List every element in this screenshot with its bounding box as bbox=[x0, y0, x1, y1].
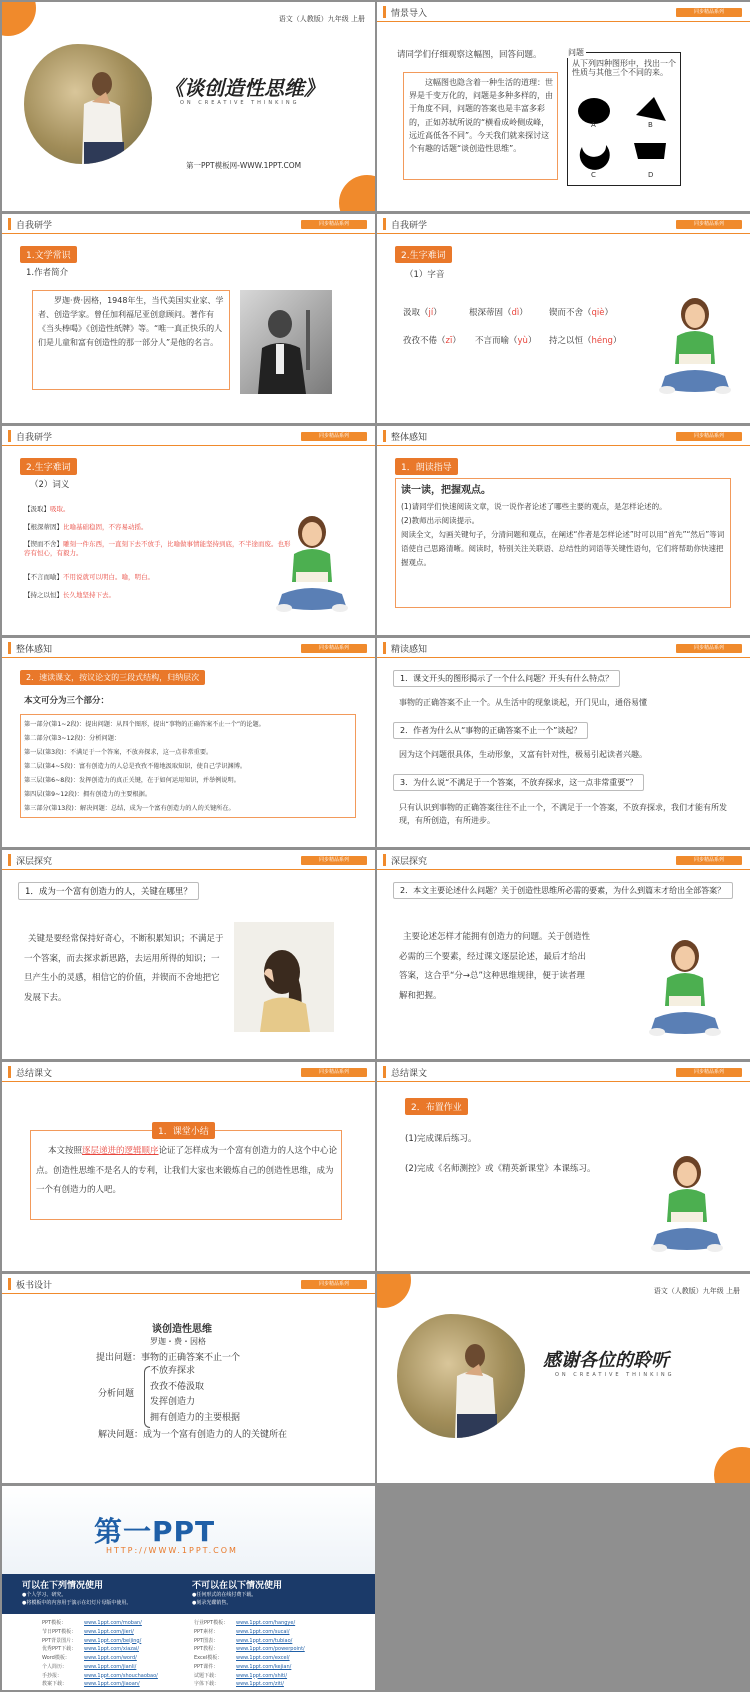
guide-body: (1)请同学们快速阅读文章，说一说作者论述了哪些主要的观点，是怎样论述的。 (2)教师出示阅读提示。 阅读全文，勾画关键句子，分清问题和观点，在阐述“作者是怎样论述”时可以用“首先”“然后”等词语使自己思路清晰。阅读时，特别关注关联语、总结性的词语等关键性语句，它们将帮助你快速把握观点。 bbox=[401, 502, 725, 567]
link-row[interactable]: PPT背景图片： www.1ppt.com/beijing/ bbox=[42, 1637, 142, 1644]
board-outline bbox=[2, 1274, 375, 1483]
brand-url[interactable]: HTTP://WWW.1PPT.COM bbox=[106, 1546, 238, 1555]
board-analyze: 分析问题 bbox=[98, 1389, 135, 1399]
pinyin-row: 根深蒂固（dì） bbox=[469, 308, 528, 318]
slide-header: 总结课文 同步精品系列 bbox=[377, 1062, 750, 1082]
slide-header: 自我研学 同步精品系列 bbox=[2, 426, 375, 446]
structure-line: 第二层(第4~5段)：富有创造力的人总是孜孜不倦地汲取知识，使自己学识渊博。 bbox=[24, 763, 247, 770]
slide-reading-guide[interactable] bbox=[377, 426, 750, 635]
allowed-list: ●个人学习、研究。 ●将模板中的内容用于演示在幻灯片母版中使用。 bbox=[22, 1592, 132, 1606]
author-bio: 罗迦·费·因格，1948年生，当代美国实业家、学者、创造学家。曾任加利福尼亚创意顾问。著作有《当头棒喝》《创造性纸牌》等。“唯一真正快乐的人们是儿童和富有创造性的那一部分人”是他的名言。 bbox=[38, 296, 224, 347]
section-badge: 2．速读课文，按议论文的三段式结构，归纳层次 bbox=[20, 670, 205, 685]
pinyin-row: 不言而喻（yù） bbox=[475, 336, 537, 346]
structure-line: 第四层(第9~12段)：拥有创造力的主要根据。 bbox=[24, 791, 152, 798]
slide-close-reading[interactable] bbox=[377, 638, 750, 847]
question-box: 1．课文开头的图形揭示了一个什么问题？开头有什么特点？ bbox=[393, 670, 620, 687]
question-box: 2．作者为什么从“事物的正确答案不止一个”谈起？ bbox=[393, 722, 588, 739]
link-row[interactable]: PPT模板： www.1ppt.com/moban/ bbox=[42, 1620, 142, 1626]
homework-item: (2)完成《名师测控》或《精英新课堂》本课练习。 bbox=[405, 1164, 596, 1174]
section-badge: 2.生字难词 bbox=[395, 246, 452, 263]
slide-header: 深层探究 同步精品系列 bbox=[377, 850, 750, 870]
thinking-man-photo bbox=[24, 44, 152, 164]
answer-text: 事物的正确答案不止一个。从生活中的现象谈起，开门见山，通俗易懂 bbox=[399, 698, 647, 707]
section-badge: 1.文学常识 bbox=[20, 246, 77, 263]
slide-cover[interactable] bbox=[2, 2, 375, 211]
answer-text: 因为这个问题很具体，生动形象，又富有针对性，极易引起读者兴趣。 bbox=[399, 750, 647, 759]
slide-header: 整体感知 同步精品系列 bbox=[2, 638, 375, 658]
question-box: 3．为什么说“不满足于一个答案，不放弃探求，这一点非常重要”？ bbox=[393, 774, 644, 791]
link-row[interactable]: Word模板： www.1ppt.com/word/ bbox=[42, 1655, 137, 1661]
link-row[interactable]: 个人简历： www.1ppt.com/jianli/ bbox=[42, 1663, 137, 1670]
link-row[interactable]: 字体下载： www.1ppt.com/ziti/ bbox=[194, 1681, 284, 1688]
slide-structure[interactable] bbox=[2, 638, 375, 847]
intro-body: 这幅图也隐含着一种生活的道理：世界是千变万化的，问题是多种多样的，由于角度不同，问题的答案也是丰富多彩的，正如苏轼所说的“横看成岭侧成峰，远近高低各不同”。今天我们就来探讨这个有趣的话题“谈创造性思维”。 bbox=[409, 78, 553, 153]
slide-copyright-ad[interactable] bbox=[2, 1486, 375, 1690]
slide-header: 情景导入 同步精品系列 bbox=[377, 2, 750, 22]
slide-deep-inquiry-1[interactable] bbox=[2, 850, 375, 1059]
section-badge: 2.生字难词 bbox=[20, 458, 77, 475]
structure-line: 第一部分(第1~2段)：提出问题：从四个图形，提出“事物的正确答案不止一个”的论题。 bbox=[24, 721, 265, 728]
link-row[interactable]: 节日PPT模板： www.1ppt.com/jieri/ bbox=[42, 1628, 134, 1635]
brand-logo: 第一PPT bbox=[94, 1515, 216, 1548]
definition-item: 【汲取】吸取。 bbox=[24, 505, 70, 513]
page-subtitle: ON CREATIVE THINKING bbox=[180, 100, 300, 106]
slide-header: 精读感知 同步精品系列 bbox=[377, 638, 750, 658]
reading-girl-image bbox=[272, 510, 352, 624]
link-row[interactable]: Excel模板： www.1ppt.com/excel/ bbox=[194, 1655, 290, 1661]
link-row[interactable]: 教案下载： www.1ppt.com/jiaoan/ bbox=[42, 1681, 140, 1688]
pinyin-row: 汲取（jí） bbox=[403, 308, 442, 318]
subheading: （1）字音 bbox=[405, 270, 445, 280]
subheading: 1.作者简介 bbox=[26, 268, 69, 278]
author-photo bbox=[240, 290, 332, 394]
section-badge: 2．布置作业 bbox=[405, 1098, 468, 1115]
slide-header: 总结课文 同步精品系列 bbox=[2, 1062, 375, 1082]
structure-lead: 本文可分为三个部分： bbox=[24, 696, 110, 706]
board-solve: 解决问题：成为一个富有创造力的人的关键所在 bbox=[98, 1430, 288, 1440]
girl-thinking-photo bbox=[234, 922, 334, 1032]
slide-header: 自我研学 同步精品系列 bbox=[377, 214, 750, 234]
homework-item: (1)完成课后练习。 bbox=[405, 1134, 477, 1144]
slide-word-meanings[interactable] bbox=[2, 426, 375, 635]
link-row[interactable]: PPT教程： www.1ppt.com/powerpoint/ bbox=[194, 1646, 305, 1653]
corner-decoration bbox=[339, 175, 375, 211]
pinyin-row: 锲而不舍（qiè） bbox=[549, 308, 614, 318]
section-badge: 1．朗读指导 bbox=[395, 458, 458, 475]
slide-header: 整体感知 同步精品系列 bbox=[377, 426, 750, 446]
summary-text: 本文按照逐层递进的逻辑顺序论证了怎样成为一个富有创造力的人这个中心论点。创造性思维不是名人的专利，让我们大家也来锻炼自己的创造性思维，成为一个有创造力的人吧。 bbox=[36, 1146, 338, 1196]
structure-line: 第三部分(第13段)：解决问题：总结，成为一个富有创造力的人的关键所在。 bbox=[24, 805, 235, 812]
link-row[interactable]: PPT素材： www.1ppt.com/sucai/ bbox=[194, 1628, 290, 1635]
link-list-left bbox=[42, 1618, 182, 1688]
allowed-title: 可以在下列情况使用 bbox=[22, 1581, 104, 1591]
structure-line: 第一层(第3段)：不满足于一个答案，不放弃探求，这一点非常重要。 bbox=[24, 749, 213, 756]
course-label: 语文（人教版）九年级 上册 bbox=[278, 15, 365, 23]
slide-header: 深层探究 同步精品系列 bbox=[2, 850, 375, 870]
definition-item: 【锲而不舍】雕刻一件东西，一直刻下去不放手，比喻做事情能坚持到底，不半途而废。也形容有恒心，有毅力。 bbox=[24, 540, 291, 558]
structure-line: 第二部分(第3~12段)：分析问题： bbox=[24, 735, 121, 742]
link-row[interactable]: 优秀PPT下载： www.1ppt.com/xiazai/ bbox=[42, 1646, 140, 1653]
pinyin-row: 持之以恒（héng） bbox=[549, 336, 622, 346]
structure-list bbox=[24, 718, 354, 816]
forbidden-list: ●任何形式的在线付费下载。 ●刻录光碟销售。 bbox=[192, 1592, 257, 1606]
answer-text: 主要论述怎样才能拥有创造力的问题。关于创造性必需的三个要素，经过课文逐层论述，最后才给出答案，这合乎“分→总”这种思维规律，便于读者理解和把握。 bbox=[399, 932, 591, 1001]
slide-intro[interactable] bbox=[377, 2, 750, 211]
thanks-subtitle: ON CREATIVE THINKING bbox=[555, 1372, 675, 1378]
section-badge: 1．课堂小结 bbox=[152, 1122, 215, 1139]
board-author: 罗迦・费・因格 bbox=[150, 1337, 206, 1346]
slide-board-design[interactable] bbox=[2, 1274, 375, 1483]
slide-header: 板书设计 同步精品系列 bbox=[2, 1274, 375, 1294]
course-label: 语文（人教版）九年级 上册 bbox=[653, 1287, 740, 1295]
board-raise: 提出问题：事物的正确答案不止一个 bbox=[96, 1353, 241, 1363]
thinking-man-photo bbox=[397, 1314, 525, 1438]
reading-girl-image bbox=[645, 934, 725, 1048]
link-row[interactable]: PPT图表： www.1ppt.com/tubiao/ bbox=[194, 1637, 293, 1644]
definition-item: 【持之以恒】长久地坚持下去。 bbox=[24, 591, 115, 599]
corner-decoration bbox=[714, 1447, 750, 1483]
slide-literary-knowledge[interactable] bbox=[2, 214, 375, 423]
reading-girl-image bbox=[655, 292, 735, 406]
corner-decoration bbox=[2, 2, 36, 36]
slide-pronunciation[interactable] bbox=[377, 214, 750, 423]
question-box: 1．成为一个富有创造力的人，关键在哪里？ bbox=[18, 882, 199, 900]
answer-text: 关键是要经常保持好奇心，不断积累知识；不满足于一个答案，而去探求新思路，去运用所得的知识；一旦产生小的灵感，相信它的价值，并锲而不舍地把它发展下去。 bbox=[24, 934, 224, 1003]
slide-header: 自我研学 同步精品系列 bbox=[2, 214, 375, 234]
link-row[interactable]: PPT课件： www.1ppt.com/kejian/ bbox=[194, 1663, 292, 1670]
link-list-right bbox=[194, 1618, 364, 1688]
slide-summary[interactable] bbox=[2, 1062, 375, 1271]
definition-item: 【根深蒂固】比喻基础稳固，不容易动摇。 bbox=[24, 523, 148, 531]
link-row[interactable]: 手抄报： www.1ppt.com/shouchaobao/ bbox=[42, 1672, 158, 1679]
structure-line: 第三层(第6~8段)：发挥创造力的真正关键，在于如何运用知识，并举例说明。 bbox=[24, 777, 240, 784]
forbidden-title: 不可以在以下情况使用 bbox=[192, 1581, 283, 1591]
shape-puzzle: 问题 从下列四种图形中，找出一个性质与其他三个不同的来。 A B C D bbox=[567, 52, 681, 186]
slide-thanks[interactable] bbox=[377, 1274, 750, 1483]
subheading: （2）词义 bbox=[30, 480, 70, 490]
intro-prompt: 请同学们仔细观察这幅图，回答问题。 bbox=[397, 50, 542, 60]
link-row[interactable]: 试题下载： www.1ppt.com/shiti/ bbox=[194, 1672, 288, 1679]
definition-item: 【不言而喻】不用说就可以明白。喻，明白。 bbox=[24, 573, 154, 581]
thanks-title: 感谢各位的聆听 bbox=[543, 1350, 669, 1371]
slide-homework[interactable] bbox=[377, 1062, 750, 1271]
guide-lead: 读一读，把握观点。 bbox=[401, 485, 491, 496]
page-title: 《谈创造性思维》 bbox=[164, 76, 324, 100]
link-row[interactable]: 行业PPT模板： www.1ppt.com/hangye/ bbox=[194, 1620, 296, 1626]
question-box: 2．本文主要论述什么问题？关于创造性思维所必需的要素，为什么到篇末才给出全部答案？ bbox=[393, 882, 733, 899]
corner-decoration bbox=[377, 1274, 411, 1308]
slide-deep-inquiry-2[interactable] bbox=[377, 850, 750, 1059]
board-points: 不放弃探求 孜孜不倦汲取 发挥创造力 拥有创造力的主要根据 bbox=[150, 1366, 241, 1423]
board-title: 谈创造性思维 bbox=[152, 1324, 212, 1335]
reading-girl-image bbox=[647, 1150, 727, 1264]
answer-text: 只有认识到事物的正确答案往往不止一个，不满足于一个答案，不放弃探求，我们才能有所发现，有所创造，有所进步。 bbox=[399, 803, 727, 825]
pinyin-row: 孜孜不倦（zī） bbox=[403, 336, 461, 346]
site-label: 第一PPT模板网-WWW.1PPT.COM bbox=[186, 161, 302, 170]
